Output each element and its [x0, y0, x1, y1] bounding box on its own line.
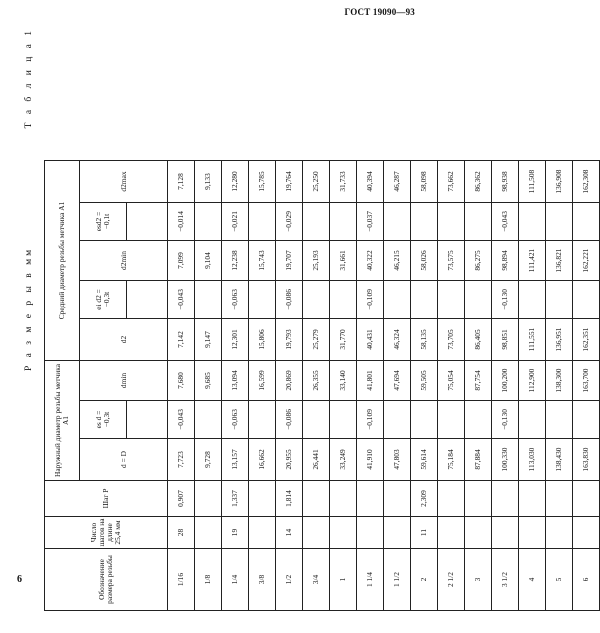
cell-pitch: 0,907 [168, 481, 195, 517]
cell-es-d [195, 401, 222, 439]
cell-es-d2 [384, 203, 411, 241]
cell-dmin: 87,754 [465, 361, 492, 401]
cell-d2min: 12,238 [222, 241, 249, 281]
col-pitch: Шаг P [45, 481, 168, 517]
cell-d2max: 12,280 [222, 161, 249, 203]
cell-d2: 98,851 [492, 319, 519, 361]
col-designation: Обозначение размера резьбы [45, 549, 168, 611]
cell-pitch [330, 481, 357, 517]
cell-d2min: 15,743 [249, 241, 276, 281]
cell-designation: 4 [519, 549, 546, 611]
cell-ei-d2: −0,086 [276, 281, 303, 319]
cell-es-d2 [330, 203, 357, 241]
table-row [222, 161, 249, 611]
cell-d: 13,157 [222, 439, 249, 481]
cell-d: 100,330 [492, 439, 519, 481]
table-row [519, 161, 546, 611]
cell-d2max: 25,250 [303, 161, 330, 203]
cell-d: 20,955 [276, 439, 303, 481]
cell-threads-count [357, 517, 384, 549]
cell-es-d [303, 401, 330, 439]
cell-es-d2 [411, 203, 438, 241]
cell-d2max: 162,308 [573, 161, 600, 203]
cell-designation: 3 [465, 549, 492, 611]
cell-d2min: 136,821 [546, 241, 573, 281]
cell-dmin: 138,300 [546, 361, 573, 401]
cell-designation: 3 1/2 [492, 549, 519, 611]
cell-d: 16,662 [249, 439, 276, 481]
cell-d: 163,830 [573, 439, 600, 481]
cell-d2: 31,770 [330, 319, 357, 361]
table-row [465, 161, 492, 611]
cell-designation: 5 [546, 549, 573, 611]
cell-dmin: 16,599 [249, 361, 276, 401]
cell-threads-count [519, 517, 546, 549]
units-caption: Р а з м е р ы в мм [24, 246, 34, 371]
cell-pitch [357, 481, 384, 517]
col-d2: d2 [80, 319, 168, 361]
cell-d: 87,884 [465, 439, 492, 481]
table-body [168, 161, 600, 611]
cell-threads-count [384, 517, 411, 549]
cell-dmin: 20,869 [276, 361, 303, 401]
cell-ei-d2 [303, 281, 330, 319]
cell-designation: 1/16 [168, 549, 195, 611]
cell-es-d2: −0,043 [492, 203, 519, 241]
cell-ei-d2 [438, 281, 465, 319]
col-es-d2: esd2 = −0,1t [80, 203, 127, 241]
cell-es-d2 [249, 203, 276, 241]
cell-d2: 136,951 [546, 319, 573, 361]
cell-d: 9,728 [195, 439, 222, 481]
cell-designation: 1 1/4 [357, 549, 384, 611]
cell-es-d2 [573, 203, 600, 241]
cell-d2max: 31,733 [330, 161, 357, 203]
cell-pitch [465, 481, 492, 517]
col-ei-d2-blank [127, 281, 168, 319]
cell-es-d [546, 401, 573, 439]
cell-threads-count [492, 517, 519, 549]
cell-d2max: 46,287 [384, 161, 411, 203]
cell-threads-count [249, 517, 276, 549]
cell-d2min: 58,026 [411, 241, 438, 281]
cell-threads-count [465, 517, 492, 549]
cell-designation: 1 1/2 [384, 549, 411, 611]
cell-d2: 40,431 [357, 319, 384, 361]
cell-es-d2 [195, 203, 222, 241]
col-d: d = D [80, 439, 168, 481]
cell-d2min: 19,707 [276, 241, 303, 281]
cell-d: 7,723 [168, 439, 195, 481]
cell-designation: 1/8 [195, 549, 222, 611]
cell-d2: 9,147 [195, 319, 222, 361]
col-threads-count: Число шагов на длине 25,4 мм [45, 517, 168, 549]
cell-pitch: 1,814 [276, 481, 303, 517]
table-row [438, 161, 465, 611]
col-es-d2-blank [127, 203, 168, 241]
cell-designation: 2 1/2 [438, 549, 465, 611]
col-dmin: dmin [80, 361, 168, 401]
cell-ei-d2 [384, 281, 411, 319]
cell-ei-d2 [573, 281, 600, 319]
cell-d2min: 111,421 [519, 241, 546, 281]
cell-designation: 2 [411, 549, 438, 611]
table-wrap [44, 160, 600, 611]
cell-d2min: 162,221 [573, 241, 600, 281]
rotated-table-block [22, 26, 591, 611]
cell-d2min: 9,104 [195, 241, 222, 281]
cell-es-d2 [303, 203, 330, 241]
cell-d2: 111,551 [519, 319, 546, 361]
cell-es-d [249, 401, 276, 439]
cell-d2max: 98,938 [492, 161, 519, 203]
table-row [384, 161, 411, 611]
cell-pitch [303, 481, 330, 517]
col-es-d: es d = −0,3t [80, 401, 127, 439]
cell-d2min: 86,275 [465, 241, 492, 281]
cell-es-d2 [438, 203, 465, 241]
cell-es-d [573, 401, 600, 439]
cell-es-d2: −0,014 [168, 203, 195, 241]
cell-d2max: 86,362 [465, 161, 492, 203]
cell-dmin: 7,680 [168, 361, 195, 401]
cell-dmin: 33,140 [330, 361, 357, 401]
cell-pitch: 2,309 [411, 481, 438, 517]
cell-d2: 46,324 [384, 319, 411, 361]
cell-d2min: 46,215 [384, 241, 411, 281]
cell-d2: 58,135 [411, 319, 438, 361]
cell-d: 113,030 [519, 439, 546, 481]
table-row [546, 161, 573, 611]
cell-designation: 1/4 [222, 549, 249, 611]
cell-d: 59,614 [411, 439, 438, 481]
table-caption [22, 26, 42, 611]
table-row [330, 161, 357, 611]
cell-dmin: 9,685 [195, 361, 222, 401]
cell-dmin: 100,200 [492, 361, 519, 401]
cell-dmin: 26,355 [303, 361, 330, 401]
cell-d: 138,430 [546, 439, 573, 481]
cell-threads-count [330, 517, 357, 549]
cell-threads-count [573, 517, 600, 549]
document-header: ГОСТ 19090—93 [344, 7, 415, 17]
cell-d: 26,441 [303, 439, 330, 481]
cell-dmin: 163,700 [573, 361, 600, 401]
cell-threads-count: 11 [411, 517, 438, 549]
col-group-outer: Наружный диаметр резьбы метчика A1 [45, 361, 80, 481]
cell-threads-count [438, 517, 465, 549]
cell-threads-count [195, 517, 222, 549]
table-row [357, 161, 384, 611]
cell-pitch: 1,337 [222, 481, 249, 517]
cell-d2max: 111,508 [519, 161, 546, 203]
cell-designation: 6 [573, 549, 600, 611]
cell-pitch [546, 481, 573, 517]
cell-ei-d2: −0,043 [168, 281, 195, 319]
cell-es-d: −0,109 [357, 401, 384, 439]
cell-d2max: 9,133 [195, 161, 222, 203]
cell-d2max: 15,785 [249, 161, 276, 203]
cell-ei-d2: −0,063 [222, 281, 249, 319]
cell-d2max: 7,128 [168, 161, 195, 203]
cell-es-d2: −0,037 [357, 203, 384, 241]
cell-pitch [249, 481, 276, 517]
cell-es-d: −0,130 [492, 401, 519, 439]
cell-dmin: 59,505 [411, 361, 438, 401]
cell-pitch [384, 481, 411, 517]
cell-es-d2 [465, 203, 492, 241]
table-number: Т а б л и ц а 1 [24, 28, 34, 129]
cell-d2: 15,806 [249, 319, 276, 361]
cell-es-d: −0,043 [168, 401, 195, 439]
cell-ei-d2 [465, 281, 492, 319]
table-row [195, 161, 222, 611]
cell-d2: 86,405 [465, 319, 492, 361]
cell-ei-d2: −0,130 [492, 281, 519, 319]
cell-d2min: 31,661 [330, 241, 357, 281]
cell-es-d [519, 401, 546, 439]
col-es-d-blank [127, 401, 168, 439]
cell-d2max: 40,394 [357, 161, 384, 203]
cell-d2max: 73,662 [438, 161, 465, 203]
cell-designation: 1/2 [276, 549, 303, 611]
cell-d2min: 40,322 [357, 241, 384, 281]
cell-es-d [330, 401, 357, 439]
cell-d2max: 136,908 [546, 161, 573, 203]
col-ei-d2: ei d2 = −0,3t [80, 281, 127, 319]
cell-es-d [411, 401, 438, 439]
cell-ei-d2 [519, 281, 546, 319]
col-d2max: d2max [80, 161, 168, 203]
col-group-mid: Средний диаметр резьбы метчика A1 [45, 161, 80, 361]
cell-d2: 25,279 [303, 319, 330, 361]
cell-d: 33,249 [330, 439, 357, 481]
cell-designation: 3/8 [249, 549, 276, 611]
table-row [303, 161, 330, 611]
cell-d2min: 98,894 [492, 241, 519, 281]
cell-dmin: 41,801 [357, 361, 384, 401]
cell-d2min: 7,099 [168, 241, 195, 281]
cell-threads-count: 19 [222, 517, 249, 549]
table-row [249, 161, 276, 611]
cell-es-d2: −0,021 [222, 203, 249, 241]
cell-es-d2 [519, 203, 546, 241]
cell-d2max: 58,098 [411, 161, 438, 203]
header-row-1 [45, 161, 80, 611]
cell-dmin: 75,054 [438, 361, 465, 401]
cell-threads-count [546, 517, 573, 549]
cell-dmin: 112,900 [519, 361, 546, 401]
thread-dimensions-table [44, 160, 600, 611]
cell-es-d2 [546, 203, 573, 241]
cell-es-d2: −0,029 [276, 203, 303, 241]
cell-d2: 73,705 [438, 319, 465, 361]
cell-d2max: 19,764 [276, 161, 303, 203]
cell-ei-d2 [249, 281, 276, 319]
table-row [492, 161, 519, 611]
cell-threads-count: 28 [168, 517, 195, 549]
cell-ei-d2 [546, 281, 573, 319]
cell-d2min: 73,575 [438, 241, 465, 281]
cell-designation: 3/4 [303, 549, 330, 611]
cell-d: 75,184 [438, 439, 465, 481]
cell-pitch [573, 481, 600, 517]
cell-d: 47,803 [384, 439, 411, 481]
cell-designation: 1 [330, 549, 357, 611]
table-row [168, 161, 195, 611]
cell-es-d: −0,086 [276, 401, 303, 439]
cell-es-d [438, 401, 465, 439]
table-row [573, 161, 600, 611]
page-number: 6 [17, 574, 22, 585]
cell-ei-d2 [330, 281, 357, 319]
cell-d2: 19,793 [276, 319, 303, 361]
cell-es-d: −0,063 [222, 401, 249, 439]
cell-ei-d2: −0,109 [357, 281, 384, 319]
table-row [411, 161, 438, 611]
cell-es-d [465, 401, 492, 439]
cell-d2: 12,301 [222, 319, 249, 361]
cell-ei-d2 [195, 281, 222, 319]
col-d2min: d2min [80, 241, 168, 281]
cell-pitch [195, 481, 222, 517]
cell-d2: 162,351 [573, 319, 600, 361]
cell-pitch [492, 481, 519, 517]
table-row [276, 161, 303, 611]
cell-dmin: 13,094 [222, 361, 249, 401]
cell-es-d [384, 401, 411, 439]
cell-dmin: 47,694 [384, 361, 411, 401]
cell-pitch [519, 481, 546, 517]
cell-d: 41,910 [357, 439, 384, 481]
cell-ei-d2 [411, 281, 438, 319]
cell-threads-count: 14 [276, 517, 303, 549]
cell-d2min: 25,193 [303, 241, 330, 281]
cell-d2: 7,142 [168, 319, 195, 361]
cell-threads-count [303, 517, 330, 549]
cell-pitch [438, 481, 465, 517]
